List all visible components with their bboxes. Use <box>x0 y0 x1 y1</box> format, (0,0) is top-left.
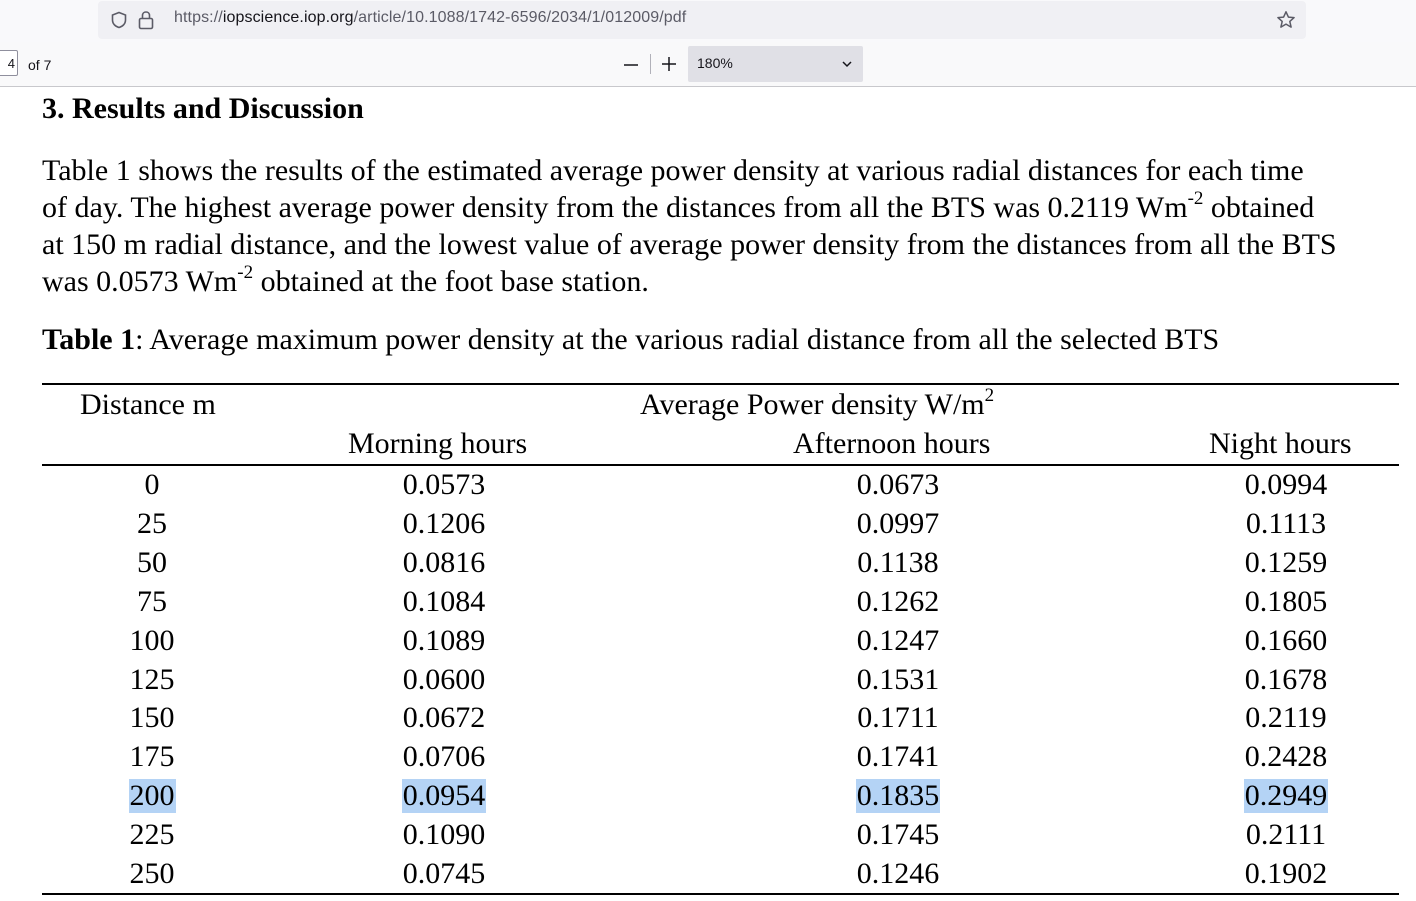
table-cell-night: 0.1805 <box>1244 584 1328 618</box>
paragraph-text: of day. The highest average power density from the distances from all the BTS was 0.2119 Wm <box>42 191 1188 224</box>
paragraph-text: obtained at the foot base station. <box>253 265 649 298</box>
chevron-down-icon <box>841 58 853 70</box>
table-cell-night: 0.2428 <box>1244 740 1328 774</box>
col-group-header <box>640 385 995 422</box>
paragraph-line-1: Table 1 shows the results of the estimated average power density at various radial distances for each time <box>42 154 1304 187</box>
paragraph-line-2 <box>42 189 1408 226</box>
paragraph-text: obtained <box>1203 191 1315 224</box>
paragraph-text: was 0.0573 Wm <box>42 265 238 298</box>
table-cell-morning: 0.1084 <box>402 584 486 618</box>
table-cell-distance: 0 <box>144 468 160 501</box>
table-cell-distance: 150 <box>129 701 175 735</box>
table-cell-afternoon: 0.1745 <box>856 818 940 852</box>
table-cell-morning: 0.1090 <box>402 818 486 852</box>
table-cell-morning: 0.0816 <box>402 545 486 579</box>
superscript: -2 <box>237 262 254 283</box>
bookmark-star-icon[interactable] <box>1276 10 1296 30</box>
shield-icon[interactable] <box>110 11 128 29</box>
table-cell-night: 0.2111 <box>1245 818 1327 852</box>
table-cell-morning: 0.0706 <box>402 740 486 774</box>
table-cell-afternoon: 0.1741 <box>856 740 940 774</box>
table-header-rule <box>42 464 1399 466</box>
table-cell-morning: 0.0573 <box>402 468 486 501</box>
table-cell-afternoon: 0.1246 <box>856 857 940 890</box>
table-top-rule <box>42 383 1399 385</box>
table-cell-afternoon: 0.0673 <box>856 468 940 501</box>
table-cell-morning: 0.1089 <box>402 623 486 657</box>
table-cell-night: 0.1660 <box>1244 623 1328 657</box>
url-domain: iopscience.iop.org <box>222 9 354 26</box>
table-cell-night: 0.1259 <box>1244 545 1328 579</box>
page-count-label: of 7 <box>28 57 52 73</box>
col-header-afternoon: Afternoon hours <box>793 427 991 460</box>
table-cell-morning: 0.1206 <box>402 506 486 540</box>
table-cell-morning: 0.0672 <box>402 701 486 735</box>
table-cell-distance: 175 <box>129 740 175 774</box>
section-heading: 3. Results and Discussion <box>42 92 364 125</box>
table-caption-text: : Average maximum power density at the various radial distance from all the selected BTS <box>135 323 1220 356</box>
superscript: -2 <box>1187 188 1204 209</box>
pdf-toolbar <box>0 42 1416 87</box>
table-cell-afternoon: 0.1835 <box>856 779 940 813</box>
table-cell-distance: 25 <box>137 506 167 540</box>
pdf-page <box>0 87 1416 901</box>
table-cell-afternoon: 0.1262 <box>856 584 940 618</box>
table-cell-night: 0.2949 <box>1244 779 1328 813</box>
zoom-in-icon[interactable] <box>658 52 680 76</box>
col-header-morning: Morning hours <box>348 427 528 460</box>
table-cell-distance: 225 <box>129 818 175 852</box>
table-cell-afternoon: 0.1711 <box>857 701 939 735</box>
zoom-value: 180% <box>697 55 733 71</box>
col-header-night: Night hours <box>1209 427 1352 460</box>
zoom-out-icon[interactable] <box>620 52 642 76</box>
table-cell-afternoon: 0.1247 <box>856 623 940 657</box>
table-caption-label: Table 1 <box>42 323 136 356</box>
table-cell-morning: 0.0954 <box>402 779 486 813</box>
table-cell-distance: 100 <box>129 623 175 657</box>
col-group-header-text: Average Power density W/m <box>640 388 985 421</box>
table-cell-night: 0.2119 <box>1245 701 1327 735</box>
toolbar-separator <box>650 54 651 74</box>
table-cell-night: 0.1113 <box>1245 506 1327 540</box>
table-cell-distance: 75 <box>137 584 167 618</box>
url-path: /article/10.1088/1742-6596/2034/1/012009/pdf <box>353 9 687 26</box>
url-text[interactable] <box>174 9 686 27</box>
table-cell-distance: 50 <box>137 545 167 579</box>
table-cell-morning: 0.0745 <box>402 857 486 890</box>
paragraph-line-4 <box>42 263 1408 300</box>
page-number-input[interactable]: 4 <box>0 50 18 76</box>
table-cell-night: 0.1678 <box>1244 662 1328 696</box>
url-bar[interactable] <box>98 1 1306 39</box>
table-cell-afternoon: 0.1531 <box>856 662 940 696</box>
table-cell-distance: 250 <box>129 857 175 890</box>
table-caption <box>42 323 1219 357</box>
table-cell-night: 0.1902 <box>1244 857 1328 890</box>
superscript: 2 <box>984 385 995 406</box>
url-prefix: https:// <box>174 9 223 26</box>
browser-toolbar <box>0 0 1416 42</box>
table-cell-night: 0.0994 <box>1244 468 1328 501</box>
table-cell-morning: 0.0600 <box>402 662 486 696</box>
col-header-distance: Distance m <box>80 388 216 421</box>
table-bottom-rule <box>42 893 1399 895</box>
lock-icon[interactable] <box>138 10 154 30</box>
paragraph-line-3: at 150 m radial distance, and the lowest value of average power density from the distances from all the BTS <box>42 228 1337 261</box>
zoom-select[interactable] <box>688 46 863 82</box>
table-cell-distance: 200 <box>129 779 175 813</box>
table-cell-distance: 125 <box>129 662 175 696</box>
table-cell-afternoon: 0.1138 <box>857 545 939 579</box>
table-cell-afternoon: 0.0997 <box>856 506 940 540</box>
